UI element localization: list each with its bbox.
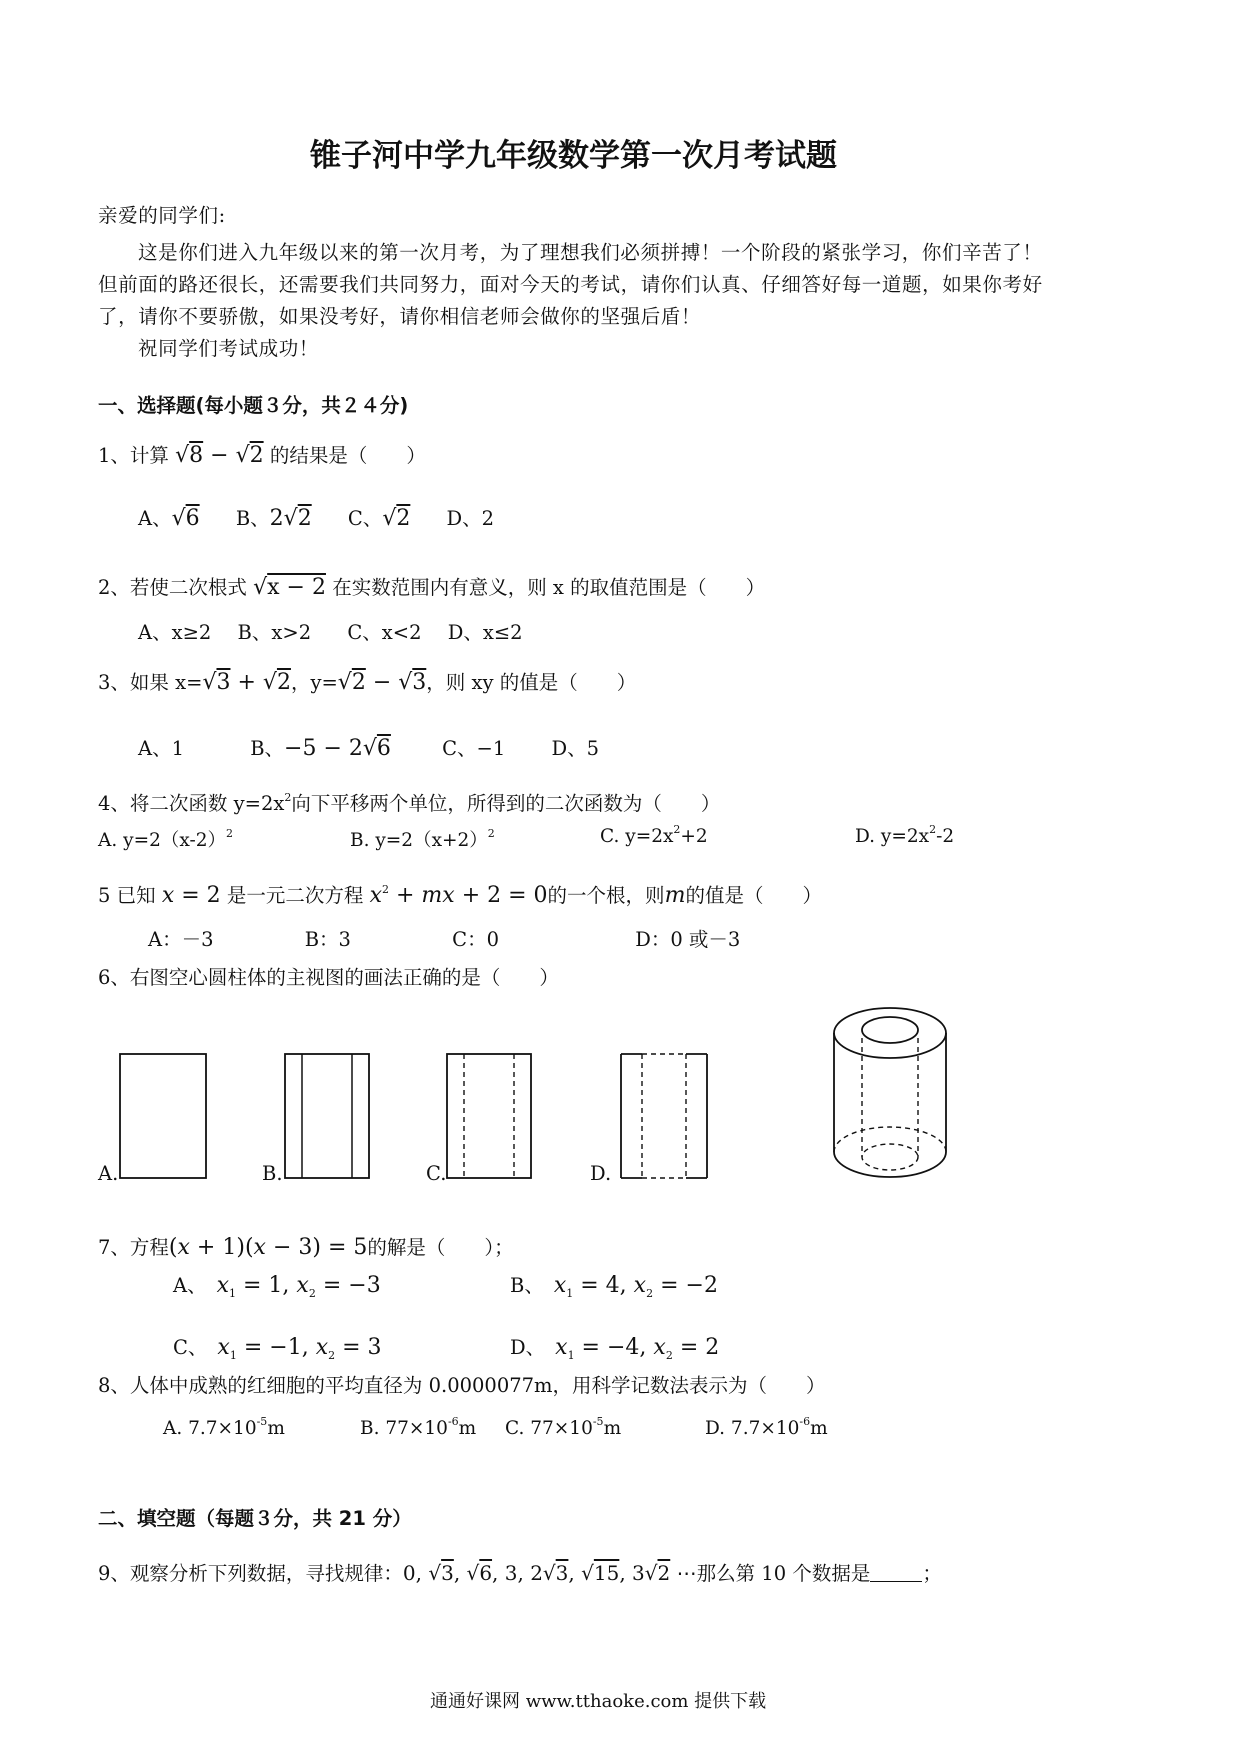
q7-option-a: A、 $x_1 = 1$, $x_2 = -3$ [173,1273,381,1300]
q4-option-c: C. $y=2x^2+2$ [600,823,708,847]
q8-option-a: A. $7.7\times 10^{-5}m$ [163,1415,285,1439]
page-title: 锥子河中学九年级数学第一次月考试题 [310,138,837,174]
q1-option-b: B、2√2 [235,506,312,531]
q2-options [138,617,523,645]
q6-figures [90,1000,1190,1220]
q9-sequence: 0, √3, √6, 3, 2√3, √15, 3√2 ⋯ [402,1561,697,1585]
q1-stem [98,440,426,468]
q1-option-a: A、√6 [138,506,200,531]
q4-option-d: D. $y=2x^2-2$ [855,823,955,847]
q9-answer-blank[interactable] [870,1565,922,1582]
q2-option-b: B、x>2 [237,621,312,644]
q2-prefix: 2、若使二次根式 [98,576,247,599]
q6-figure-a [120,1054,206,1178]
q1-prefix: 1、计算 [98,444,169,467]
q6-figure-b [285,1054,369,1178]
q2-suffix: 在实数范围内有意义，则 x 的取值范围是（ ） [332,576,766,599]
q3-option-a: A、1 [138,737,184,760]
q6-figure-c [447,1054,531,1178]
q7-option-b: B、 $x_1 = 4$, $x_2 = -2$ [510,1273,718,1300]
q6-label-d: D. [590,1162,612,1185]
q6-stem: 6、右图空心圆柱体的主视图的画法正确的是（ ） [98,966,559,989]
q5-options [148,924,740,952]
q6-hollow-cylinder [834,1008,946,1177]
q7-option-d: D、 $x_1 = -4$, $x_2 = 2$ [510,1335,720,1362]
q3-stem [98,667,636,695]
q1-options [138,503,494,531]
intro-line-2: 但前面的路还很长，还需要我们共同努力，面对今天的考试，请你们认真、仔细答好每一道题，如果你考好 [98,273,1043,296]
q6-label-c: C. [426,1162,447,1185]
q4-option-a: A. $y=2(x-2)^2$ [98,827,233,851]
q3-x-expression: √3 + √2 [202,670,291,695]
q3-y-expression: √2 − √3 [337,670,427,695]
q7-stem: 7、方程(x + 1)(x − 3) = 5的解是（ ）； [98,1235,514,1260]
q6-figure-d [621,1054,707,1178]
q2-option-a: A、x≥2 [138,621,212,644]
intro-line-4: 祝同学们考试成功！ [138,337,319,360]
q3-mid: ，y= [290,671,338,694]
q7-option-c: C、 $x_1 = -1$, $x_2 = 3$ [173,1335,382,1362]
q6-label-b: B. [262,1162,283,1185]
q3-option-d: D、5 [551,737,600,760]
greeting: 亲爱的同学们: [98,204,226,227]
intro-line-1: 这是你们进入九年级以来的第一次月考，为了理想我们必须拼搏！一个阶段的紧张学习，你们辛苦了！ [138,241,1043,264]
q5-option-a: A：－3 [148,928,214,951]
q6-label-a: A. [98,1162,119,1185]
q2-option-d: D、x≤2 [447,621,523,644]
q5-option-c: C：0 [452,928,499,951]
section-2-heading: 二、填空题（每题３分，共 21 分） [98,1507,412,1530]
q8-option-c: C. $77\times 10^{-5}m$ [505,1415,622,1439]
q3-prefix: 3、如果 x= [98,671,203,694]
q2-stem [98,572,765,600]
section-1-heading: 一、选择题(每小题３分，共２４分) [98,394,409,417]
q3-option-b: B、−5 − 2√6 [250,736,391,761]
q1-option-d: D、2 [446,507,495,530]
q5-option-d: D：0 或－3 [635,928,741,951]
q8-stem: 8、人体中成熟的红细胞的平均直径为 0.0000077m，用科学记数法表示为（ ） [98,1374,826,1397]
q1-suffix: 的结果是（ ） [269,444,426,467]
q3-suffix: ，则 xy 的值是（ ） [426,671,637,694]
q1-expression: √8 − √2 [175,443,264,468]
q4-option-b: B. $y=2(x+2)^2$ [350,827,495,851]
q2-option-c: C、x<2 [347,621,422,644]
q5-option-b: B：3 [304,928,351,951]
intro-line-3: 了，请你不要骄傲，如果没考好，请你相信老师会做你的坚强后盾！ [98,305,702,328]
q3-options [138,733,599,761]
q2-expression: √x − 2 [253,575,326,600]
q5-stem: 5 已知 x = 2 是一元二次方程 $x^2$ + mx + 2 = 0的一个根，则m的值是（ ） [98,883,822,908]
q3-option-c: C、−1 [442,737,506,760]
footer: 通通好课网 www.tthaoke.com 提供下载 [430,1691,767,1712]
q4-stem: 4、将二次函数 $y=2x^2$向下平移两个单位，所得到的二次函数为（ ） [98,791,721,815]
q8-option-d: D. $7.7\times 10^{-6}m$ [705,1415,828,1439]
q9-stem: 9、观察分析下列数据，寻找规律：0, √3, √6, 3, 2√3, √15, 3√2 ⋯那么第 10 个数据是 ； [98,1561,942,1585]
q1-option-c: C、√2 [347,506,411,531]
q8-option-b: B. $77\times 10^{-6}m$ [360,1415,477,1439]
